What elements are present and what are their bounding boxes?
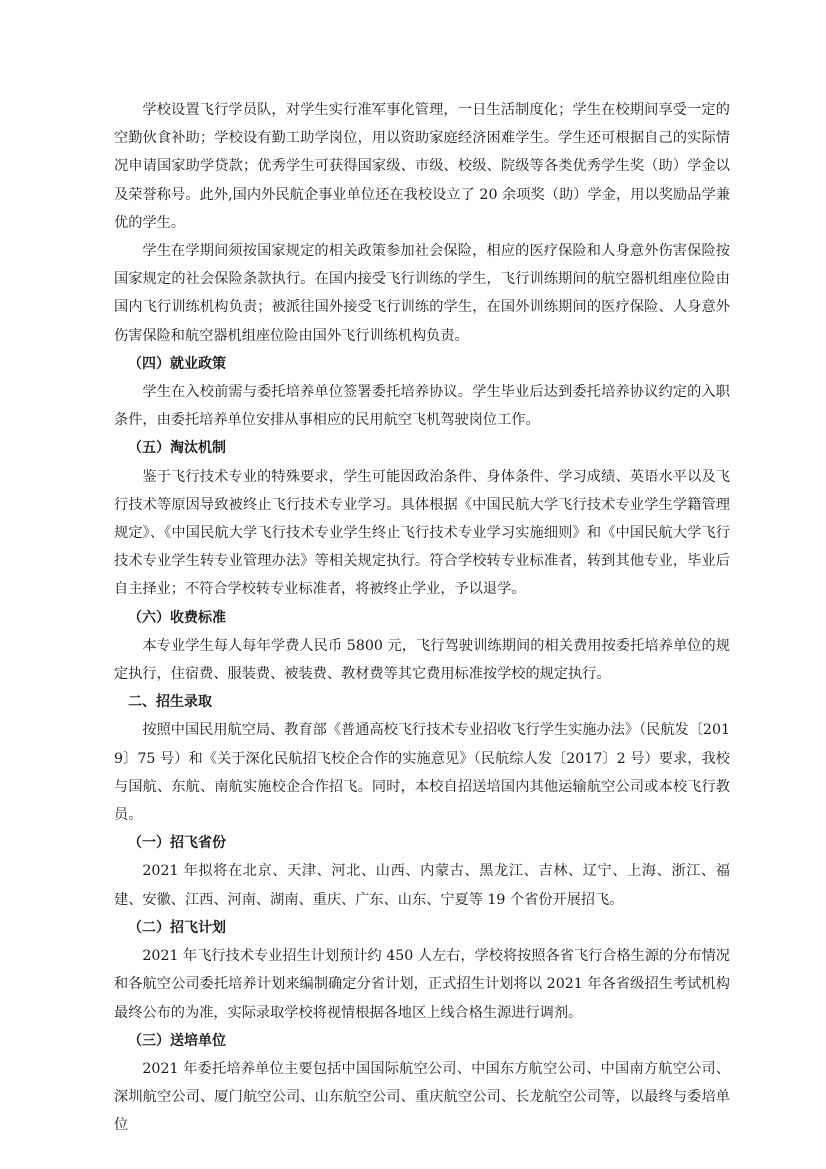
paragraph-insurance: 学生在学期间须按国家规定的相关政策参加社会保险，相应的医疗保险和人身意外伤害保险按国家规定的社会保险条款执行。在国内接受飞行训练的学生，飞行训练期间的航空器机组座位险由国内飞行训练机构负责；被派往国外接受飞行训练的学生，在国外训练期间的医疗保险、人身意外伤害保险和航空器机组座位险由国外飞行训练机构负责。 <box>114 243 730 344</box>
paragraph-sponsor-units: 2021 年委托培养单位主要包括中国国际航空公司、中国东方航空公司、中国南方航空公司、深圳航空公司、厦门航空公司、山东航空公司、重庆航空公司、长龙航空公司等，以最终与委培单位 <box>114 1060 730 1134</box>
paragraph-student-management: 学校设置飞行学员队，对学生实行准军事化管理，一日生活制度化；学生在校期间享受一定的空勤伙食补助；学校设有勤工助学岗位，用以资助家庭经济困难学生。学生还可根据自己的实际情况申请国家助学贷款；优秀学生可获得国家级、市级、校级、院级等各类优秀学生奖（助）学金以及荣誉称号。此外,国内外民航企事业单位还在我校设立了 20 余项奖（助）学金，用以奖励品学兼优的学生。 <box>114 102 730 231</box>
document-body <box>114 96 730 1140</box>
heading-sponsor-units: （三）送培单位 <box>128 1032 226 1049</box>
paragraph-provinces: 2021 年拟将在北京、天津、河北、山西、内蒙古、黑龙江、吉林、辽宁、上海、浙江、福建、安徽、江西、河南、湖南、重庆、广东、山东、宁夏等 19 个省份开展招飞。 <box>114 863 730 908</box>
heading-employment-policy: （四）就业政策 <box>128 355 226 372</box>
heading-fee-standard: （六）收费标准 <box>128 609 226 626</box>
paragraph-admission: 按照中国民用航空局、教育部《普通高校飞行技术专业招收飞行学生实施办法》（民航发〔2019〕75 号）和《关于深化民航招飞校企合作的实施意见》（民航综人发〔2017〕2 号）要求，我校与国航、东航、南航实施校企合作招飞。同时，本校自招送培国内其他运输航空公司或本校飞行教员。 <box>114 722 730 824</box>
paragraph-fees: 本专业学生每人每年学费人民币 5800 元，飞行驾驶训练期间的相关费用按委托培养单位的规定执行，住宿费、服装费、被装费、教材费等其它费用标准按学校的规定执行。 <box>114 637 730 683</box>
paragraph-employment: 学生在入校前需与委托培养单位签署委托培养协议。学生毕业后达到委托培养协议约定的入职条件，由委托培养单位安排从事相应的民用航空飞机驾驶岗位工作。 <box>114 384 730 429</box>
paragraph-elimination: 鉴于飞行技术专业的特殊要求，学生可能因政治条件、身体条件、学习成绩、英语水平以及飞行技术等原因导致被终止飞行技术专业学习。具体根据《中国民航大学飞行技术专业学生学籍管理规定》、《中国民航大学飞行技术专业学生终止飞行技术专业学习实施细则》和《中国民航大学飞行技术专业学生转专业管理办法》等相关规定执行。符合学校转专业标准者，转到其他专业，毕业后自主择业；不符合学校转专业标准者，将被终止学业，予以退学。 <box>114 468 730 598</box>
heading-admission: 二、招生录取 <box>128 694 212 711</box>
heading-recruit-plan: （二）招飞计划 <box>128 919 226 936</box>
heading-elimination-mechanism: （五）淘汰机制 <box>128 440 226 457</box>
paragraph-plan: 2021 年飞行技术专业招生计划预计约 450 人左右，学校将按照各省飞行合格生源的分布情况和各航空公司委托培养计划来编制确定分省计划，正式招生计划将以 2021 年各省级招生考试机构最终公布的为准，实际录取学校将视情根据各地区上线合格生源进行调剂。 <box>114 948 730 1021</box>
heading-recruit-provinces: （一）招飞省份 <box>128 835 226 852</box>
